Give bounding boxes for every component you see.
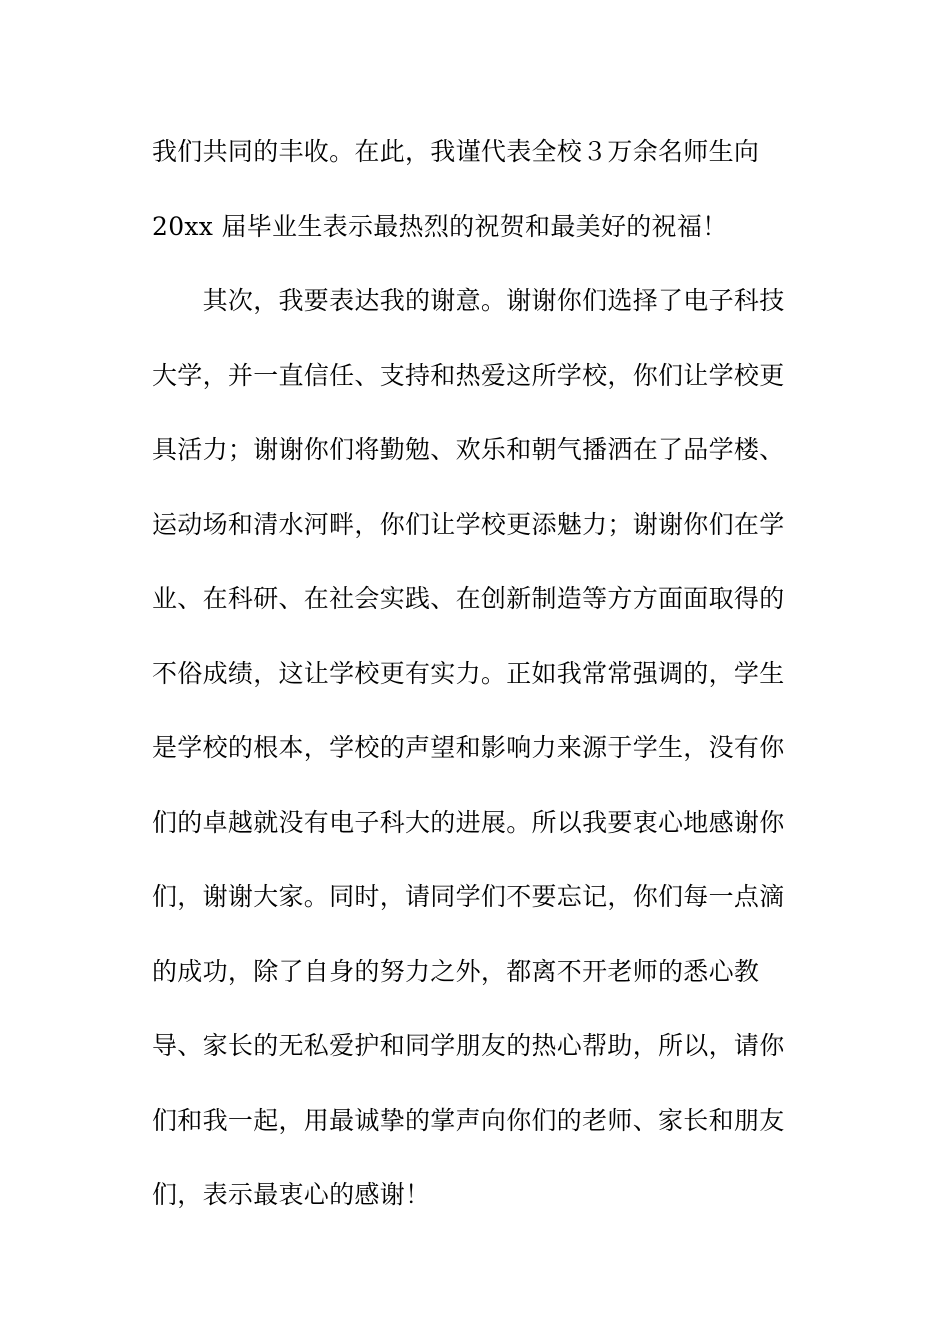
text-line: 运动场和清水河畔，你们让学校更添魅力；谢谢你们在学 bbox=[152, 509, 785, 539]
text-line: 其次，我要表达我的谢意。谢谢你们选择了电子科技 bbox=[152, 286, 785, 315]
speech-text bbox=[152, 127, 800, 1245]
text-line: 是学校的根本，学校的声望和影响力来源于学生，没有你 bbox=[152, 733, 785, 762]
text-line: 们，表示最衷心的感谢！ bbox=[152, 1180, 431, 1209]
text-line: 20xx 届毕业生表示最热烈的祝贺和最美好的祝福！ bbox=[152, 211, 728, 241]
text-line: 们和我一起，用最诚挚的掌声向你们的老师、家长和朋友 bbox=[152, 1105, 785, 1135]
text-line: 我们共同的丰收。在此，我谨代表全校３万余名师生向 bbox=[152, 137, 760, 166]
text-line: 导、家长的无私爱护和同学朋友的热心帮助，所以，请你 bbox=[152, 1031, 785, 1060]
text-line: 的成功，除了自身的努力之外，都离不开老师的悉心教 bbox=[152, 956, 760, 986]
text-line: 们的卓越就没有电子科大的进展。所以我要衷心地感谢你 bbox=[152, 807, 785, 837]
text-line: 具活力；谢谢你们将勤勉、欢乐和朝气播洒在了品学楼、 bbox=[152, 435, 785, 464]
text-line: 业、在科研、在社会实践、在创新制造等方方面面取得的 bbox=[152, 584, 785, 613]
text-line: 大学，并一直信任、支持和热爱这所学校，你们让学校更 bbox=[152, 360, 785, 390]
text-line: 们，谢谢大家。同时，请同学们不要忘记，你们每一点滴 bbox=[152, 882, 785, 911]
text-line: 不俗成绩，这让学校更有实力。正如我常常强调的，学生 bbox=[152, 658, 785, 688]
